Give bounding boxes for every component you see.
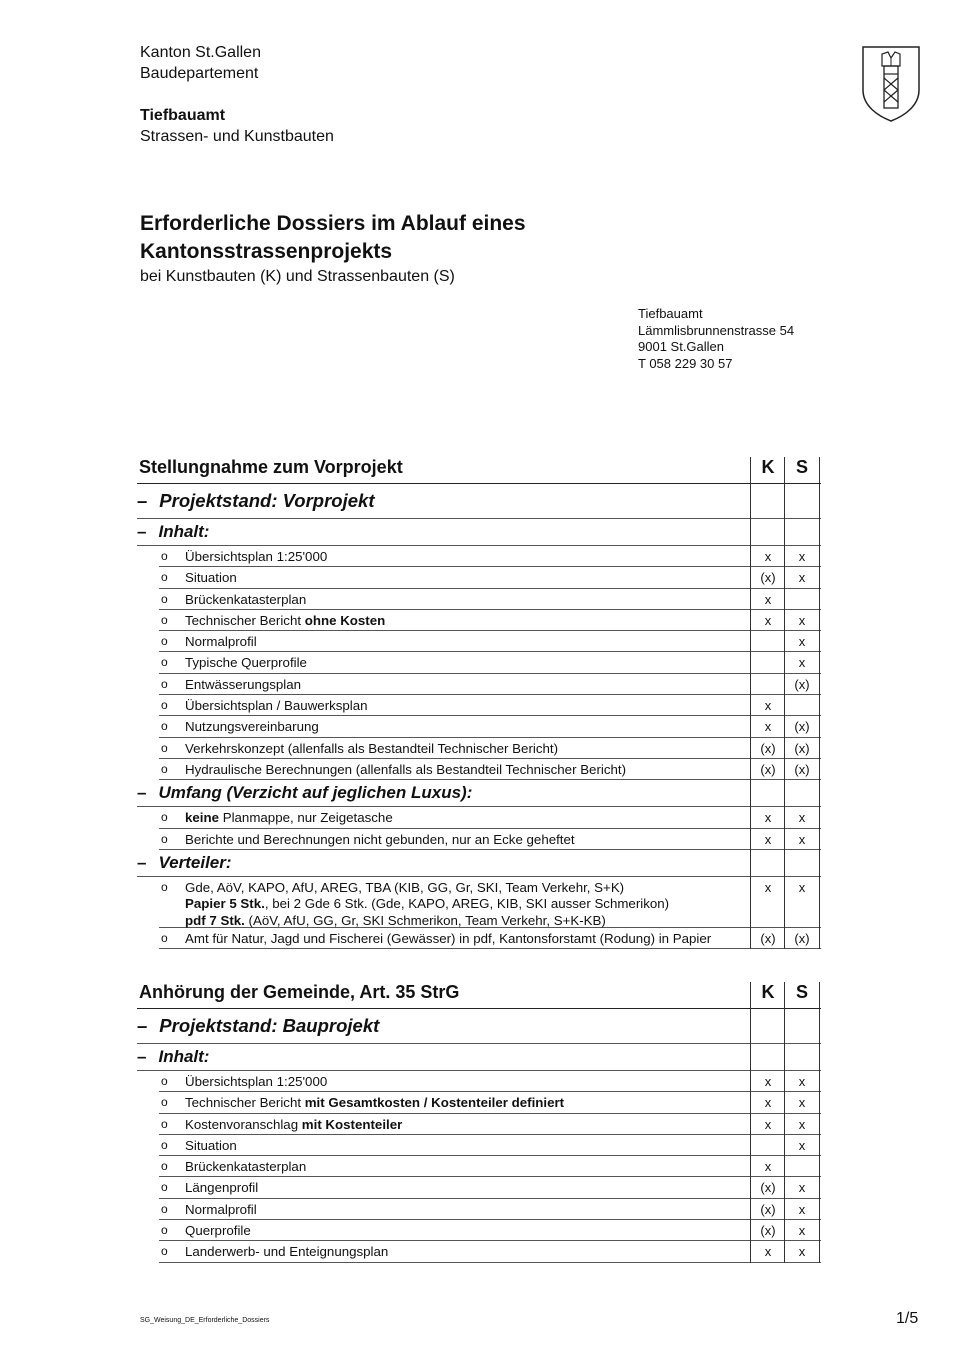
- footer-filename: SG_Weisung_DE_Erforderliche_Dossiers: [140, 1317, 270, 1324]
- group-projektstand: [137, 1009, 821, 1044]
- k-mark: x: [764, 698, 772, 714]
- bullet-marker: o: [161, 1201, 168, 1216]
- list-item: [159, 1177, 821, 1198]
- list-item: [159, 652, 821, 673]
- document-title-line2: Kantonsstrassenprojekts: [140, 240, 393, 263]
- k-mark: (x): [760, 740, 776, 756]
- item-text: Übersichtsplan 1:25'000: [185, 1074, 328, 1089]
- dash-marker: –: [137, 852, 147, 872]
- verteiler-text: , bei 2 Gde 6 Stk. (Gde, KAPO, AREG, KIB, SKI ausser Schmerikon): [264, 896, 670, 912]
- item-text: Brückenkatasterplan: [185, 1159, 307, 1175]
- bullet-marker: o: [161, 570, 168, 585]
- k-mark: x: [764, 612, 772, 628]
- dash-marker: –: [137, 1047, 147, 1066]
- group-label: Umfang (Verzicht auf jeglichen Luxus):: [158, 783, 473, 803]
- list-item: [159, 1135, 821, 1156]
- bullet-marker: o: [161, 1159, 168, 1174]
- s-mark: [785, 589, 819, 592]
- s-mark: x: [798, 655, 806, 671]
- k-mark: x: [764, 1159, 772, 1175]
- list-item: [159, 928, 821, 949]
- dash-marker: –: [137, 490, 148, 511]
- document-title-line1: Erforderliche Dossiers im Ablauf eines: [140, 212, 526, 235]
- s-mark: x: [798, 1116, 806, 1132]
- section-header: [137, 453, 821, 484]
- item-text: Normalprofil: [185, 1201, 257, 1217]
- k-mark: x: [764, 1074, 772, 1089]
- item-text: Situation: [185, 1137, 237, 1153]
- column-header-s: S: [784, 982, 820, 1012]
- column-header-s: S: [784, 457, 820, 487]
- list-item: [159, 546, 821, 567]
- s-mark: x: [798, 570, 806, 586]
- verteiler-text: (AöV, AfU, GG, Gr, SKI Schmerikon, Team Verkehr, S+K-KB): [244, 912, 606, 928]
- k-mark: x: [764, 831, 772, 847]
- list-item: [159, 829, 821, 850]
- item-text: Übersichtsplan / Bauwerksplan: [185, 698, 368, 714]
- s-mark: x: [798, 1201, 806, 1217]
- item-text-bold: mit Gesamtkosten / Kostenteiler definiert: [304, 1095, 565, 1111]
- s-mark: (x): [794, 676, 810, 692]
- list-item: [159, 738, 821, 759]
- bullet-marker: o: [161, 698, 168, 713]
- bullet-marker: o: [161, 1074, 168, 1088]
- s-mark: [785, 1156, 819, 1159]
- group-label: Projektstand: Vorprojekt: [159, 490, 375, 511]
- bullet-marker: o: [161, 1095, 168, 1110]
- s-mark: x: [798, 1074, 806, 1089]
- bullet-marker: o: [161, 810, 168, 825]
- item-text: Längenprofil: [185, 1180, 259, 1196]
- k-mark: x: [764, 810, 772, 826]
- k-mark: x: [764, 879, 772, 895]
- section-stellungnahme-vorprojekt: [137, 453, 821, 949]
- item-text: Berichte und Berechnungen nicht gebunden, nur an Ecke geheftet: [185, 831, 575, 847]
- s-mark: x: [798, 1223, 806, 1239]
- bullet-marker: o: [161, 549, 168, 563]
- group-inhalt: [137, 519, 821, 546]
- bullet-marker: o: [161, 591, 168, 606]
- bullet-marker: o: [161, 761, 168, 776]
- list-item-verteiler: [159, 877, 821, 928]
- item-text: Kostenvoranschlag: [185, 1116, 302, 1132]
- k-mark: x: [764, 719, 772, 735]
- k-mark: (x): [760, 570, 776, 586]
- s-mark: x: [798, 831, 806, 847]
- item-text: Situation: [185, 570, 237, 586]
- column-header-k: K: [750, 982, 785, 1012]
- department-name: Baudepartement: [140, 65, 259, 82]
- group-projektstand: [137, 484, 821, 519]
- item-list: [137, 807, 821, 850]
- k-mark: x: [764, 1244, 772, 1260]
- coat-of-arms-logo: [860, 44, 922, 124]
- document-subtitle: bei Kunstbauten (K) und Strassenbauten (S): [140, 268, 455, 285]
- dash-marker: –: [137, 522, 147, 541]
- item-text: Landerwerb- und Enteignungsplan: [185, 1244, 389, 1260]
- list-item: [159, 1199, 821, 1220]
- verteiler-bold: Papier 5 Stk.: [185, 896, 265, 912]
- group-umfang: [137, 780, 821, 807]
- k-mark: (x): [760, 1201, 776, 1217]
- list-item: [159, 807, 821, 828]
- verteiler-line: Gde, AöV, KAPO, AfU, AREG, TBA (KIB, GG, Gr, SKI, Team Verkehr, S+K): [185, 879, 625, 895]
- list-item: [159, 759, 821, 780]
- item-text: Verkehrskonzept (allenfalls als Bestandteil Technischer Bericht): [185, 740, 558, 756]
- item-list: [137, 928, 821, 949]
- address-line: Tiefbauamt: [638, 306, 703, 321]
- item-text: Hydraulische Berechnungen (allenfalls als Bestandteil Technischer Bericht): [185, 761, 627, 777]
- item-text-bold: ohne Kosten: [304, 612, 386, 628]
- s-mark: x: [798, 1244, 806, 1260]
- list-item: [159, 610, 821, 631]
- item-text: Amt für Natur, Jagd und Fischerei (Gewässer) in pdf, Kantonsforstamt (Rodung) in Papier: [185, 930, 712, 946]
- k-mark: (x): [760, 1180, 776, 1196]
- item-text: Normalprofil: [185, 634, 257, 650]
- list-item: [159, 674, 821, 695]
- k-mark: [751, 631, 785, 634]
- office-name: Tiefbauamt: [140, 107, 226, 124]
- list-item: [159, 631, 821, 652]
- address-line: T 058 229 30 57: [638, 355, 733, 371]
- list-item: [159, 589, 821, 610]
- k-mark: x: [764, 1095, 772, 1111]
- s-mark: (x): [794, 761, 810, 777]
- group-label: Inhalt:: [158, 1047, 210, 1066]
- bullet-marker: o: [161, 1116, 168, 1131]
- section-anhoerung-gemeinde: [137, 978, 821, 1263]
- k-mark: [751, 674, 785, 677]
- verteiler-bold: pdf 7 Stk.: [185, 912, 245, 928]
- bullet-marker: o: [161, 930, 168, 945]
- list-item: [159, 1220, 821, 1241]
- item-text: Querprofile: [185, 1223, 251, 1239]
- bullet-marker: o: [161, 1180, 168, 1195]
- group-inhalt: [137, 1044, 821, 1071]
- bullet-marker: o: [161, 740, 168, 755]
- item-text: Brückenkatasterplan: [185, 591, 307, 607]
- bullet-marker: o: [161, 831, 168, 846]
- k-mark: x: [764, 549, 772, 564]
- group-label: Inhalt:: [158, 522, 210, 541]
- section-header: [137, 978, 821, 1009]
- item-text-bold: mit Kostenteiler: [301, 1116, 403, 1132]
- s-mark: x: [798, 1137, 806, 1153]
- list-item: [159, 695, 821, 716]
- item-text: Technischer Bericht: [185, 1095, 305, 1111]
- bullet-marker: o: [161, 676, 168, 691]
- s-mark: (x): [794, 719, 810, 735]
- item-text: Typische Querprofile: [185, 655, 307, 671]
- item-text-bold: keine: [185, 810, 220, 826]
- s-mark: x: [798, 879, 806, 895]
- k-mark: (x): [760, 761, 776, 777]
- dash-marker: –: [137, 783, 147, 803]
- unit-name: Strassen- und Kunstbauten: [140, 128, 334, 145]
- bullet-marker: o: [161, 719, 168, 734]
- s-mark: (x): [794, 740, 810, 756]
- item-list: [137, 1071, 821, 1263]
- list-item: [159, 1114, 821, 1135]
- address-line: 9001 St.Gallen: [638, 339, 725, 354]
- group-label: Verteiler:: [158, 852, 232, 872]
- list-item: [159, 1241, 821, 1262]
- k-mark: [751, 1135, 785, 1138]
- s-mark: x: [798, 612, 806, 628]
- s-mark: x: [798, 1095, 806, 1111]
- item-text: Planmappe, nur Zeigetasche: [219, 810, 393, 826]
- dash-marker: –: [137, 1015, 148, 1036]
- item-text: Entwässerungsplan: [185, 676, 302, 692]
- bullet-marker: o: [161, 879, 168, 894]
- bullet-marker: o: [161, 1137, 168, 1152]
- list-item: [159, 567, 821, 588]
- k-mark: (x): [760, 930, 776, 946]
- s-mark: x: [798, 810, 806, 826]
- s-mark: x: [798, 1180, 806, 1196]
- column-header-k: K: [750, 457, 785, 487]
- list-item: [159, 1092, 821, 1113]
- s-mark: [785, 695, 819, 698]
- s-mark: x: [798, 634, 806, 650]
- group-verteiler: [137, 850, 821, 877]
- section-title: Stellungnahme zum Vorprojekt: [139, 457, 403, 477]
- bullet-marker: o: [161, 612, 168, 627]
- list-item: [159, 716, 821, 737]
- item-text: Technischer Bericht: [185, 612, 305, 628]
- k-mark: x: [764, 591, 772, 607]
- item-text: Übersichtsplan 1:25'000: [185, 549, 328, 564]
- item-text: Nutzungsvereinbarung: [185, 719, 319, 735]
- address-block: [638, 306, 794, 372]
- k-mark: x: [764, 1116, 772, 1132]
- canton-name: Kanton St.Gallen: [140, 44, 261, 61]
- bullet-marker: o: [161, 1244, 168, 1259]
- s-mark: x: [798, 549, 806, 564]
- k-mark: (x): [760, 1223, 776, 1239]
- bullet-marker: o: [161, 655, 168, 670]
- list-item: [159, 1156, 821, 1177]
- group-label: Projektstand: Bauprojekt: [159, 1015, 380, 1036]
- page-number: 1/5: [896, 1310, 919, 1327]
- item-list: [137, 546, 821, 780]
- bullet-marker: o: [161, 1223, 168, 1238]
- k-mark: [751, 652, 785, 655]
- s-mark: (x): [794, 930, 810, 946]
- section-title: Anhörung der Gemeinde, Art. 35 StrG: [139, 982, 460, 1002]
- address-line: Lämmlisbrunnenstrasse 54: [638, 322, 795, 338]
- bullet-marker: o: [161, 634, 168, 649]
- list-item: [159, 1071, 821, 1092]
